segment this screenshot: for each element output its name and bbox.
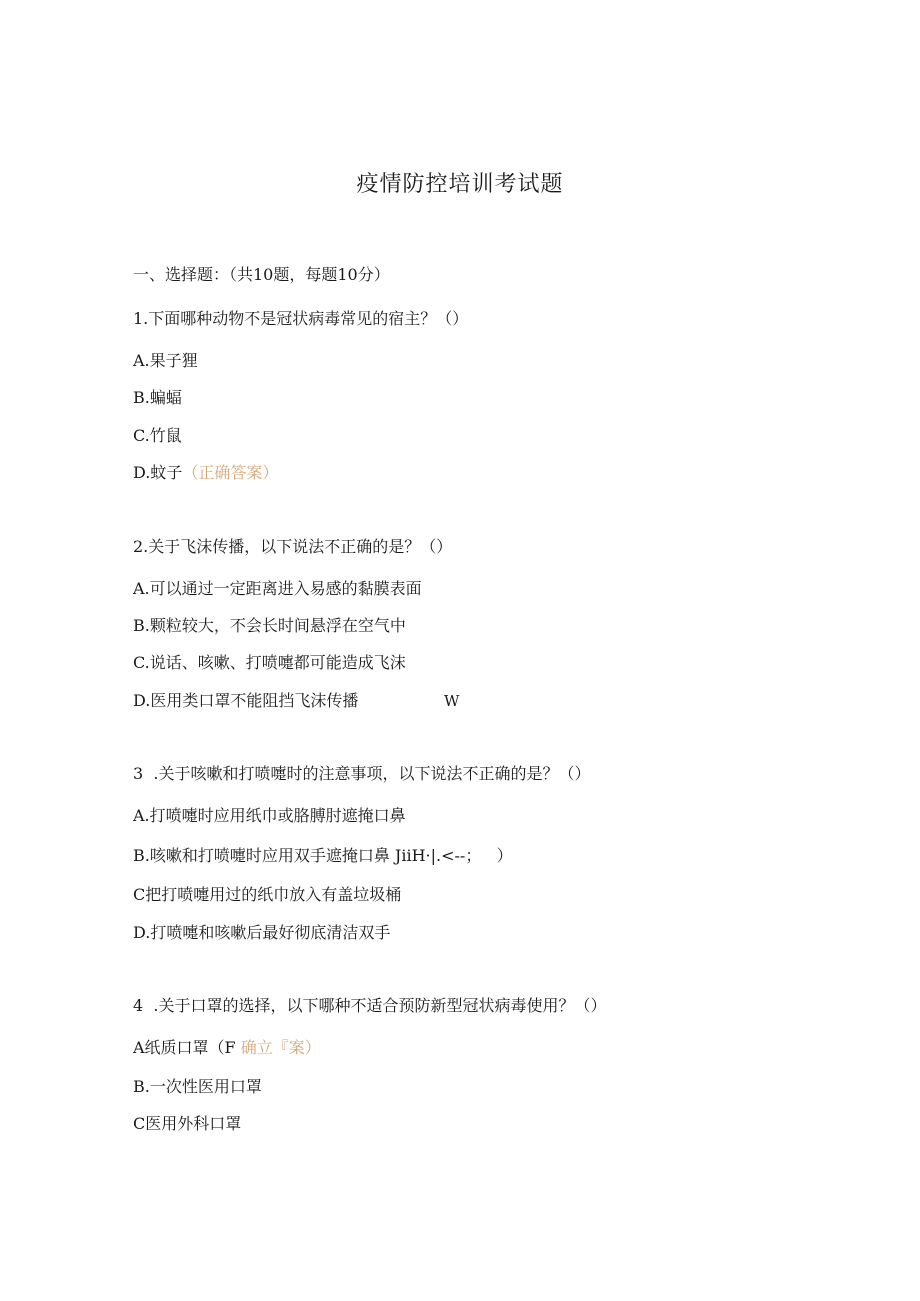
question-4-stem: 4 .关于口罩的选择，以下哪种不适合预防新型冠状病毒使用？（） — [133, 996, 607, 1015]
page-title: 疫情防控培训考试题 — [356, 172, 564, 197]
question-1-stem: 1.下面哪种动物不是冠状病毒常见的宿主？（） — [133, 309, 469, 328]
question-4-answer-note: 确立『案） — [240, 1038, 321, 1057]
question-1-option-b: B.蝙蝠 — [133, 388, 182, 407]
question-4-option-c: C医用外科口罩 — [133, 1114, 242, 1133]
question-3-option-a: A.打喷嚏时应用纸巾或胳膊肘遮掩口鼻 — [133, 806, 406, 825]
question-3-stem: 3 .关于咳嗽和打喷嚏时的注意事项，以下说法不正确的是？（） — [133, 764, 591, 783]
question-2-option-b: B.颗粒较大，不会长时间悬浮在空气中 — [133, 616, 406, 635]
question-1-answer-note: （正确答案） — [182, 463, 279, 482]
question-3-option-b: B.咳嗽和打喷嚏时应用双手遮掩口鼻 JiiH·|.<--； ） — [133, 846, 513, 865]
question-3-option-d: D.打喷嚏和咳嗽后最好彻底清洁双手 — [133, 923, 391, 942]
stray-mark: W — [444, 692, 460, 710]
question-2-option-c: C.说话、咳嗽、打喷嚏都可能造成飞沫 — [133, 653, 406, 672]
question-2-option-d: D.医用类口罩不能阻挡飞沫传播 — [133, 691, 359, 710]
question-2-option-a: A.可以通过一定距离进入易感的黏膜表面 — [133, 579, 422, 598]
question-1-option-d — [133, 462, 278, 484]
question-4-option-a-text: A纸质口罩（F — [133, 1038, 236, 1057]
question-4-option-b: B.一次性医用口罩 — [133, 1077, 262, 1096]
question-1-option-a: A.果子狸 — [133, 351, 198, 370]
section-heading: 一、选择题：（共10题，每题10分） — [133, 265, 390, 284]
question-1-option-c: C.竹鼠 — [133, 426, 182, 445]
question-2-stem: 2.关于飞沫传播，以下说法不正确的是？（） — [133, 537, 453, 556]
question-1-option-d-text: D.蚊子 — [133, 463, 183, 482]
question-4-option-a — [133, 1037, 321, 1059]
question-3-option-c: C把打喷嚏用过的纸巾放入有盖垃圾桶 — [133, 885, 402, 904]
